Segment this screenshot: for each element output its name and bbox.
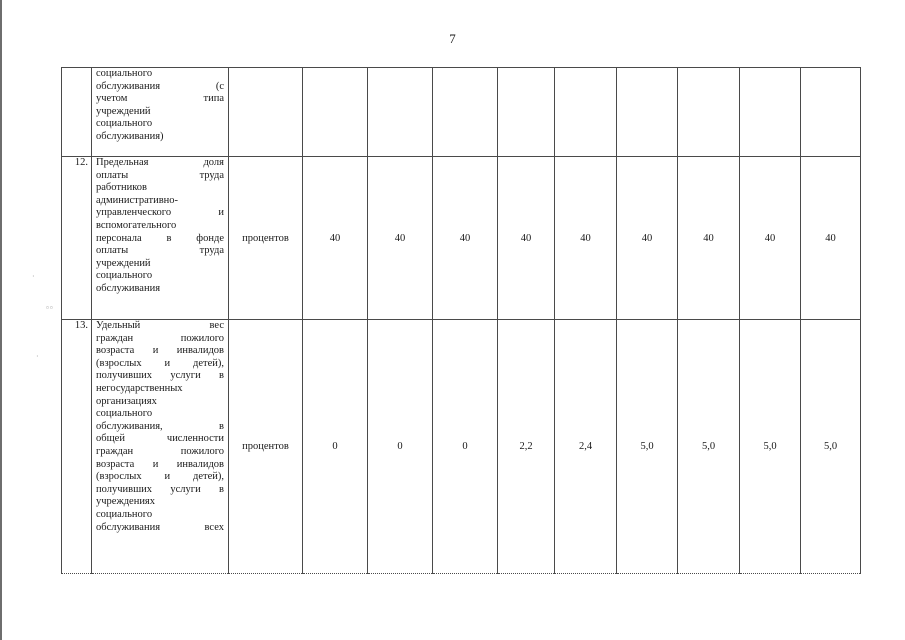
value-cell: 0 — [433, 320, 498, 574]
indicator-name-line: оплаты труда — [96, 169, 224, 181]
indicator-name-line: получивших услуги в — [96, 370, 224, 382]
indicator-name-line: возраста и инвалидов — [96, 345, 224, 357]
indicator-name — [92, 68, 229, 157]
indicator-name-line: (взрослых и детей), — [96, 471, 224, 483]
indicator-name-line: учреждений — [96, 257, 151, 269]
indicator-name-line: учетом типа — [96, 93, 224, 105]
indicator-name-line: граждан пожилого — [96, 332, 224, 344]
value-cell: 40 — [678, 157, 740, 320]
value-cell: 40 — [303, 157, 368, 320]
scan-artifact: · — [36, 352, 40, 361]
value-cell: 40 — [801, 157, 861, 320]
indicator-name-line: учреждениях — [96, 496, 156, 508]
value-cell: 0 — [303, 320, 368, 574]
indicator-name — [92, 157, 229, 320]
value-cell: 5,0 — [740, 320, 801, 574]
value-cell — [368, 68, 433, 157]
value-cell — [617, 68, 678, 157]
indicator-name-line: негосударственных — [96, 382, 183, 394]
scan-artifact: · — [32, 272, 36, 281]
value-cell: 40 — [498, 157, 555, 320]
table-row — [62, 157, 861, 320]
unit-cell — [229, 68, 303, 157]
indicator-name-line: обслуживания — [96, 282, 161, 294]
unit-cell: процентов — [229, 320, 303, 574]
value-cell: 40 — [433, 157, 498, 320]
page-number: 7 — [449, 31, 456, 46]
value-cell — [303, 68, 368, 157]
value-cell: 40 — [740, 157, 801, 320]
row-number: 13. — [62, 320, 92, 574]
value-cell: 5,0 — [801, 320, 861, 574]
indicator-name-line: организациях — [96, 395, 157, 407]
indicator-name-line: возраста и инвалидов — [96, 458, 224, 470]
unit-cell: процентов — [229, 157, 303, 320]
indicator-table — [61, 67, 861, 574]
value-cell: 5,0 — [678, 320, 740, 574]
value-cell: 40 — [555, 157, 617, 320]
indicator-name-line: обслуживания (с — [96, 80, 224, 92]
value-cell: 40 — [368, 157, 433, 320]
table-row — [62, 320, 861, 574]
indicator-name-line: (взрослых и детей), — [96, 357, 224, 369]
value-cell — [678, 68, 740, 157]
indicator-name-line: социального — [96, 68, 153, 79]
value-cell: 40 — [617, 157, 678, 320]
indicator-name-line: оплаты труда — [96, 245, 224, 257]
indicator-name-line: обслуживания) — [96, 130, 164, 142]
table-row — [62, 68, 861, 157]
indicator-name-line: вспомогательного — [96, 219, 177, 231]
scan-artifact: ▫▫ — [46, 303, 54, 312]
value-cell — [433, 68, 498, 157]
row-number — [62, 68, 92, 157]
value-cell — [555, 68, 617, 157]
indicator-name-line: обслуживания, в — [96, 420, 224, 432]
value-cell: 5,0 — [617, 320, 678, 574]
indicator-name — [92, 320, 229, 574]
indicator-name-line: учреждений — [96, 105, 151, 117]
row-number: 12. — [62, 157, 92, 320]
value-cell — [498, 68, 555, 157]
indicator-name-line: обслуживания всех — [96, 521, 224, 533]
value-cell: 0 — [368, 320, 433, 574]
indicator-name-line: персонала в фонде — [96, 232, 224, 244]
value-cell: 2,4 — [555, 320, 617, 574]
indicator-name-line: административно- — [96, 194, 179, 206]
value-cell: 2,2 — [498, 320, 555, 574]
indicator-name-line: Удельный вес — [96, 320, 224, 331]
indicator-name-line: граждан пожилого — [96, 445, 224, 457]
indicator-name-line: социального — [96, 270, 153, 282]
indicator-name-line: получивших услуги в — [96, 483, 224, 495]
indicator-name-line: социального — [96, 508, 153, 520]
indicator-name-line: социального — [96, 408, 153, 420]
indicator-name-line: социального — [96, 118, 153, 130]
value-cell — [740, 68, 801, 157]
scan-edge — [0, 0, 2, 640]
value-cell — [801, 68, 861, 157]
indicator-name-line: Предельная доля — [96, 157, 224, 168]
indicator-name-line: общей численности — [96, 433, 224, 445]
indicator-name-line: работников — [96, 182, 147, 194]
indicator-name-line: управленческого и — [96, 207, 224, 219]
table-body — [62, 68, 861, 574]
